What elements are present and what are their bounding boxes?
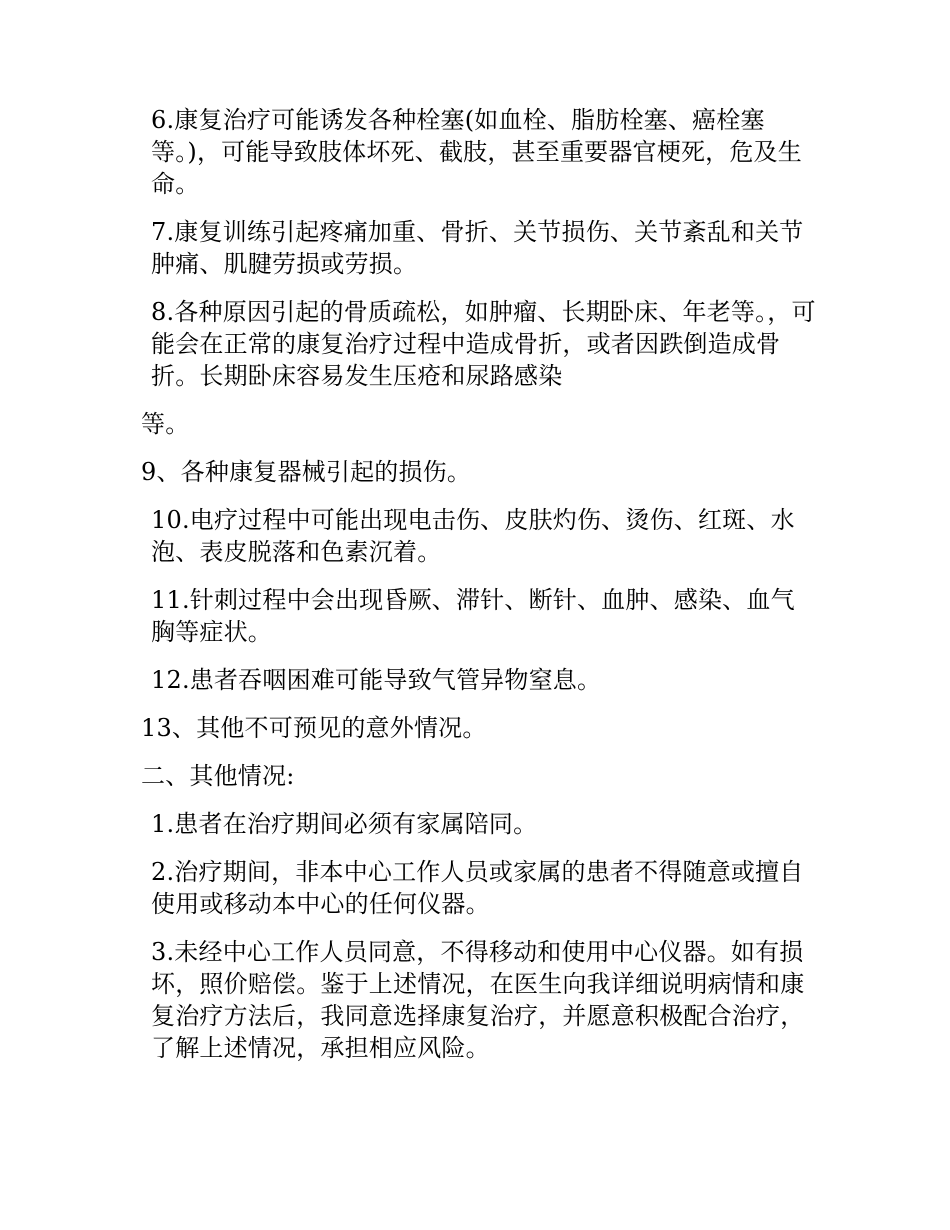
paragraph-item-8: 8.各种原因引起的骨质疏松，如肿瘤、长期卧床、年老等。，可能会在正常的康复治疗过程中造成骨折，或者因跌倒造成骨折。长期卧床容易发生压疮和尿路感染 (151, 298, 816, 390)
paragraph-item-13: 13、其他不可预见的意外情况。 (141, 714, 487, 742)
paragraph-other-3: 3.未经中心工作人员同意，不得移动和使用中心仪器。如有损坏，照价赔偿。鉴于上述情况，在医生向我详细说明病情和康复治疗方法后，我同意选择康复治疗，并愿意积极配合治疗，了解上述情况，承担相应风险。 (151, 938, 805, 1062)
paragraph-item-6: 6.康复治疗可能诱发各种栓塞(如血栓、脂肪栓塞、癌栓塞等。)，可能导致肢体坏死、截肢，甚至重要器官梗死，危及生命。 (151, 106, 802, 198)
paragraph-other-2: 2.治疗期间，非本中心工作人员或家属的患者不得随意或擅自使用或移动本中心的任何仪器。 (151, 858, 804, 918)
section-heading-other: 二、其他情况: (141, 762, 295, 790)
paragraph-item-9: 9、各种康复器械引起的损伤。 (141, 458, 472, 486)
paragraph-continuation: 等。 (141, 410, 190, 438)
paragraph-item-7: 7.康复训练引起疼痛加重、骨折、关节损伤、关节紊乱和关节肿痛、肌腱劳损或劳损。 (151, 218, 804, 278)
paragraph-item-11: 11.针刺过程中会出现昏厥、滞针、断针、血肿、感染、血气胸等症状。 (151, 586, 795, 646)
paragraph-item-12: 12.患者吞咽困难可能导致气管异物窒息。 (151, 666, 602, 694)
document-body (141, 104, 817, 1080)
paragraph-item-10: 10.电疗过程中可能出现电击伤、皮肤灼伤、烫伤、红斑、水泡、表皮脱落和色素沉着。 (151, 506, 795, 566)
paragraph-other-1: 1.患者在治疗期间必须有家属陪同。 (151, 810, 538, 838)
